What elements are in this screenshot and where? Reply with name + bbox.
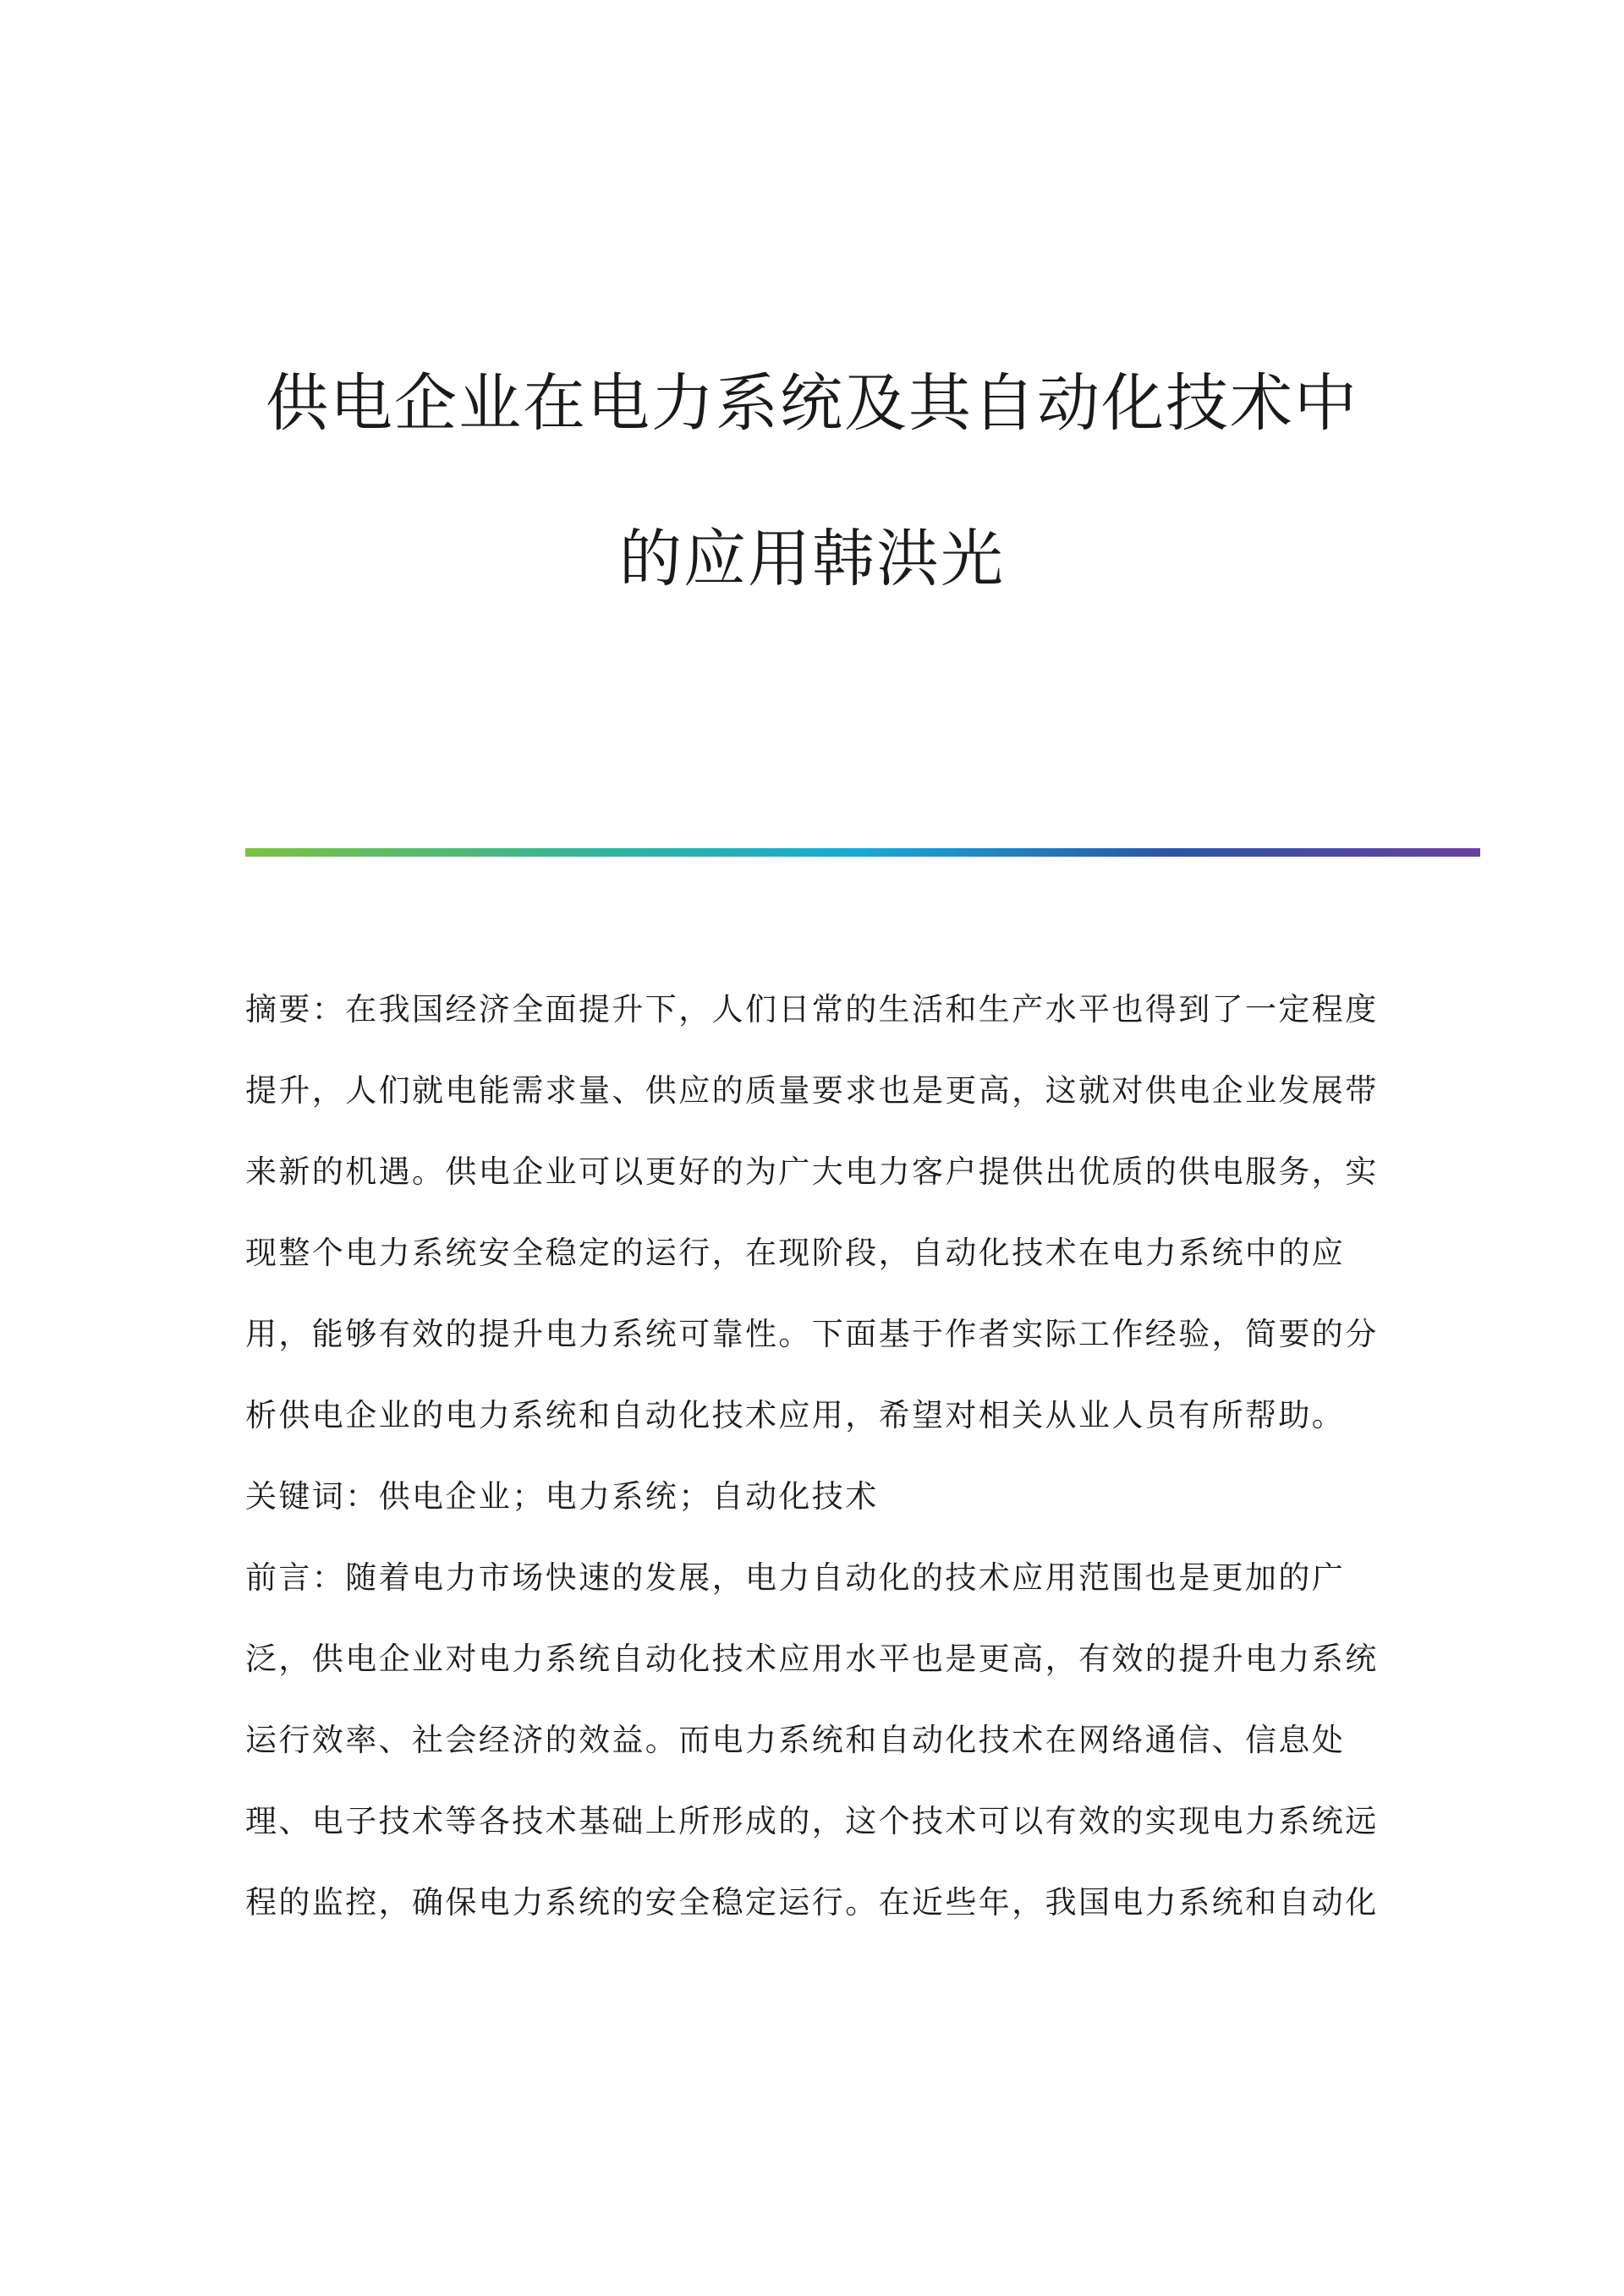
document-body bbox=[245, 991, 1379, 1968]
abstract-line: 来新的机遇。供电企业可以更好的为广大电力客户提供出优质的供电服务，实 bbox=[245, 1153, 1379, 1190]
abstract-line: 摘要：在我国经济全面提升下，人们日常的生活和生产水平也得到了一定程度 bbox=[245, 991, 1379, 1027]
abstract-line: 提升，人们就电能需求量、供应的质量要求也是更高，这就对供电企业发展带 bbox=[245, 1072, 1379, 1109]
preface-line: 前言：随着电力市场快速的发展，电力自动化的技术应用范围也是更加的广 bbox=[245, 1559, 1346, 1596]
preface-line: 理、电子技术等各技术基础上所形成的，这个技术可以有效的实现电力系统远 bbox=[245, 1803, 1379, 1839]
preface-line: 程的监控，确保电力系统的安全稳定运行。在近些年，我国电力系统和自动化 bbox=[245, 1884, 1379, 1921]
preface-line: 运行效率、社会经济的效益。而电力系统和自动化技术在网络通信、信息处 bbox=[245, 1722, 1346, 1758]
keywords-line: 关键词：供电企业；电力系统；自动化技术 bbox=[245, 1478, 879, 1515]
gradient-divider bbox=[245, 848, 1480, 857]
title-line-2: 的应用韩洪光 bbox=[619, 523, 1005, 595]
abstract-line: 现整个电力系统安全稳定的运行，在现阶段，自动化技术在电力系统中的应 bbox=[245, 1235, 1346, 1271]
abstract-line: 用，能够有效的提升电力系统可靠性。下面基于作者实际工作经验，简要的分 bbox=[245, 1316, 1379, 1352]
title-line-1: 供电企业在电力系统及其自动化技术中 bbox=[266, 367, 1358, 440]
document-title bbox=[245, 367, 1379, 595]
preface-line: 泛，供电企业对电力系统自动化技术应用水平也是更高，有效的提升电力系统 bbox=[245, 1641, 1379, 1677]
abstract-line: 析供电企业的电力系统和自动化技术应用，希望对相关从业人员有所帮助。 bbox=[245, 1397, 1346, 1433]
